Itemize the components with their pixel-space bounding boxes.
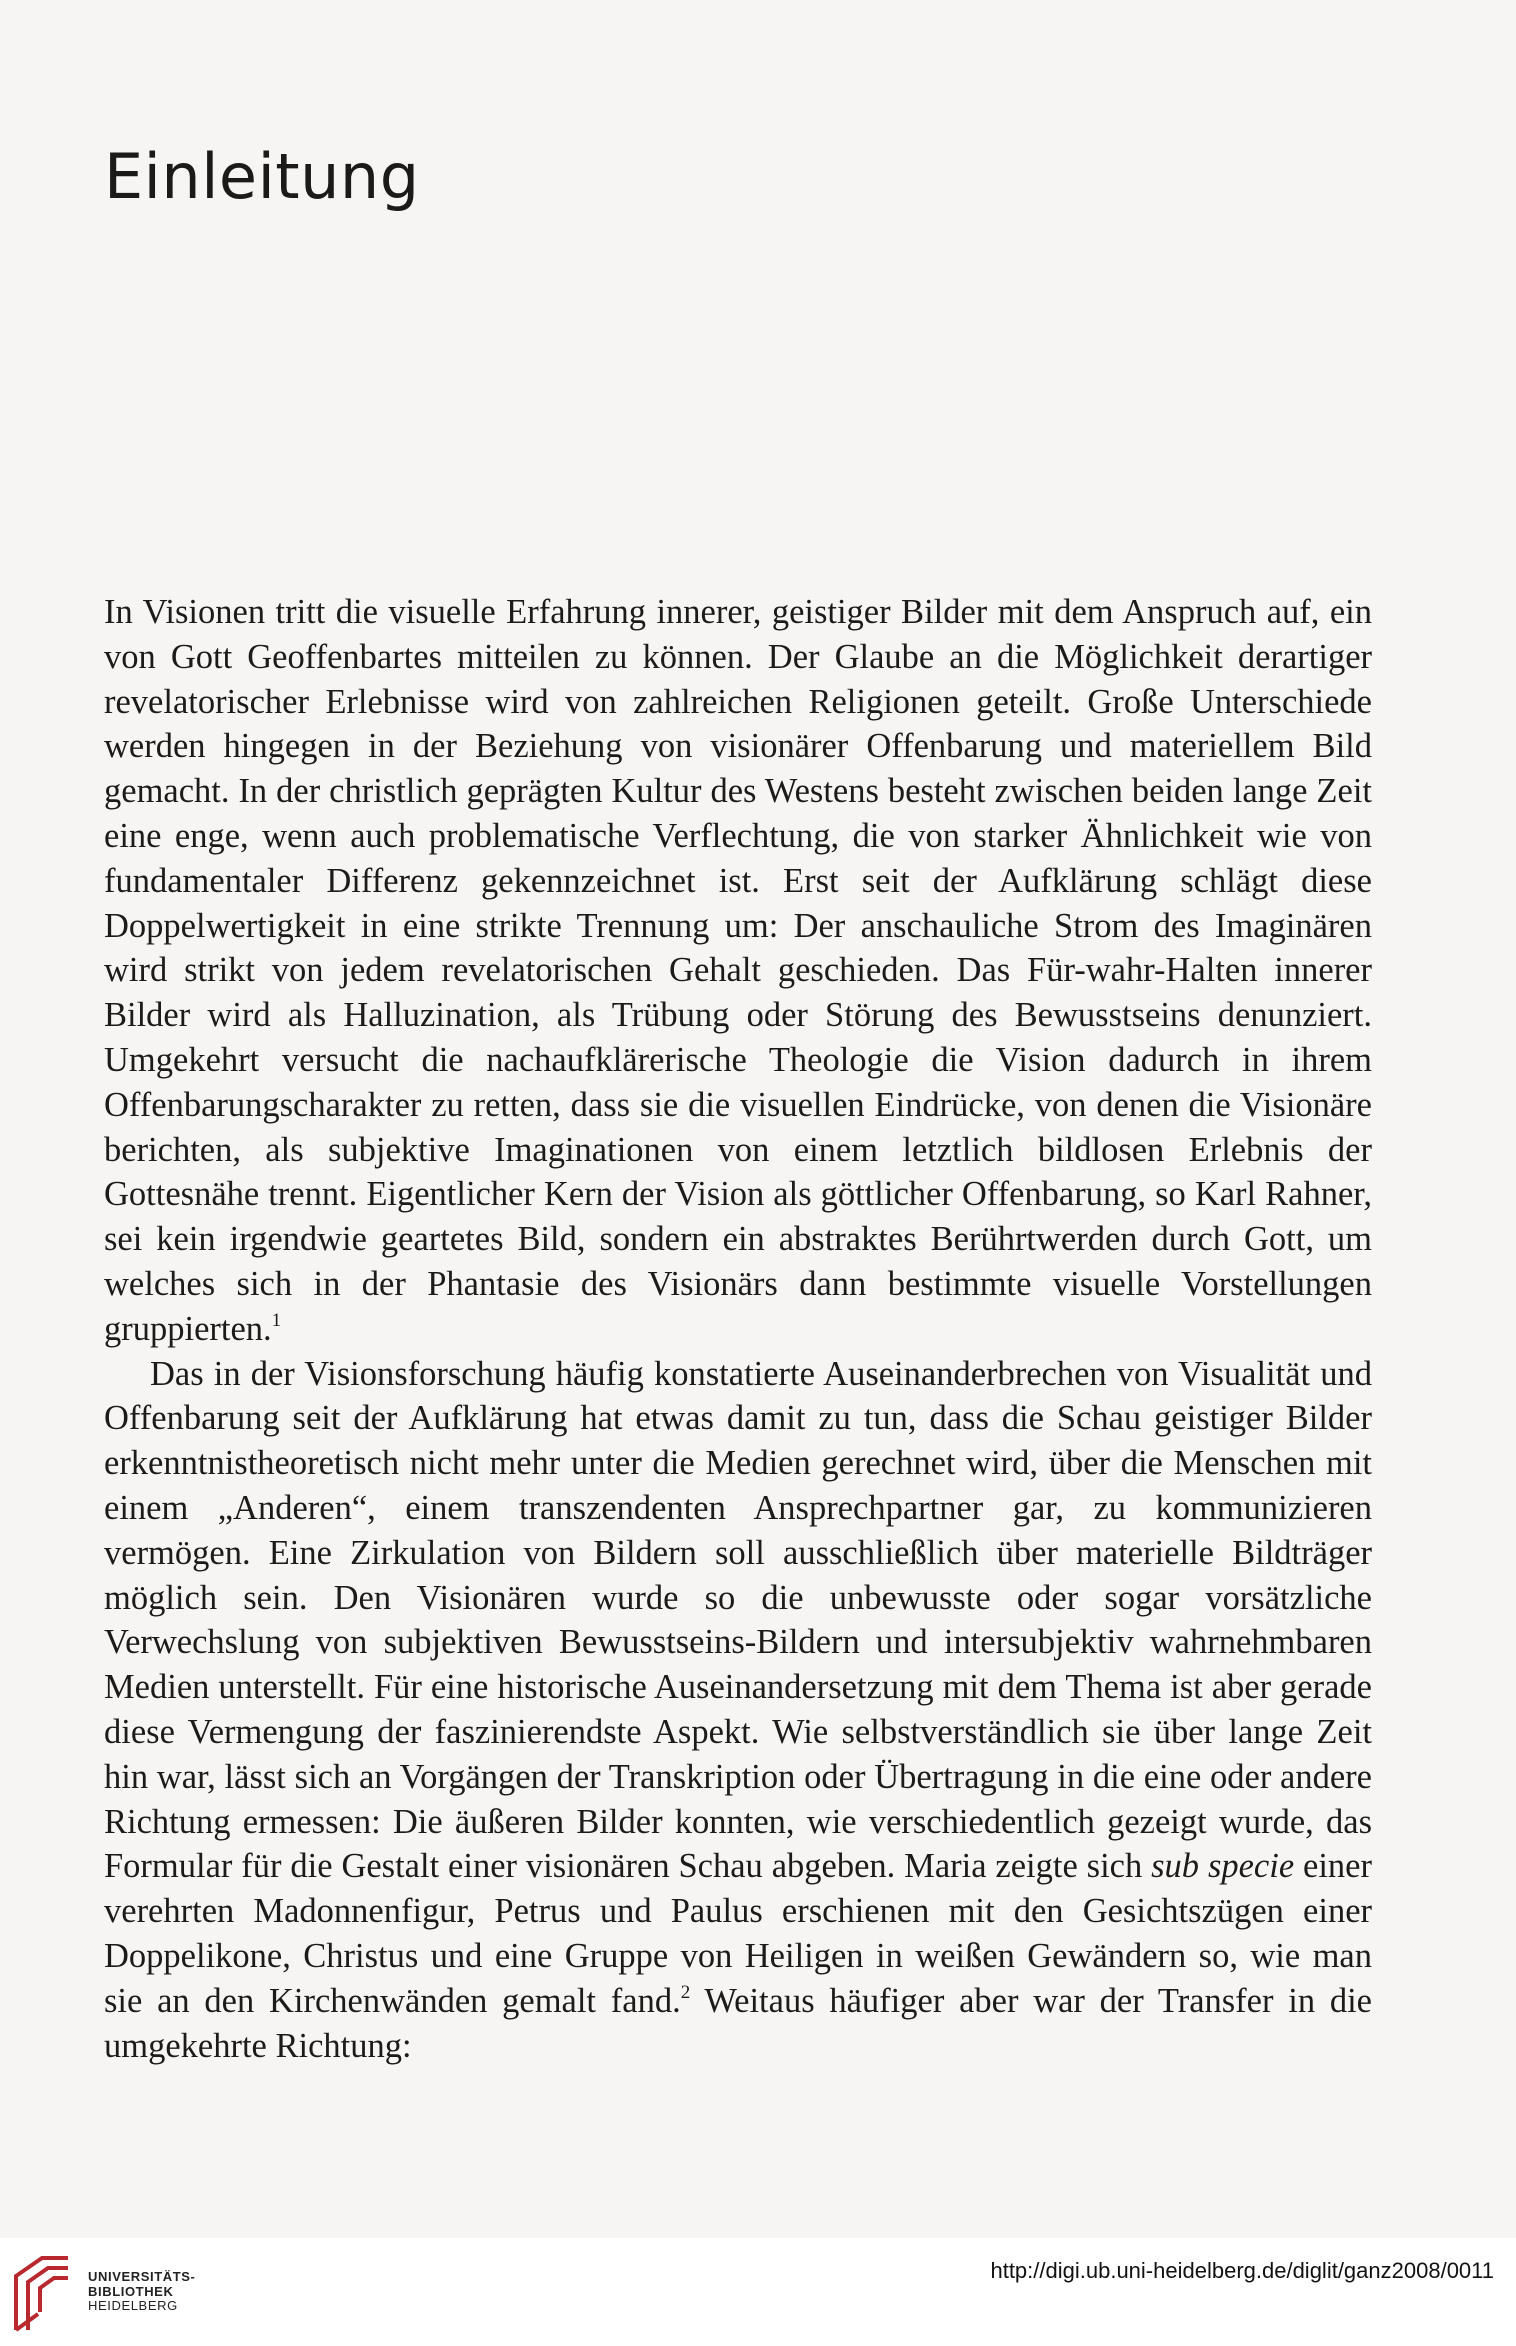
paragraph-2-text-b: einer verehrten Madonnenfigur, Petrus und Paulus erschienen mit den Gesichtszügen einer Doppelikone, Christus und eine Gruppe von Heiligen in weißen Gewändern so, wie man sie an den Kirchenwänden gemalt fand. <box>104 1847 1372 2020</box>
footnote-ref-1[interactable]: 1 <box>271 1309 282 1331</box>
paragraph-1-text: In Visionen tritt die visuelle Erfahrung innerer, geistiger Bilder mit dem Anspruch auf, ein von Gott Geoffenbartes mitteilen zu können. Der Glaube an die Möglichkeit derartiger revelatorischer Erlebnisse wird von zahlreichen Religionen geteilt. Große Unterschiede werden hingegen in der Beziehung von visionärer Offenbarung und materiellem Bild gemacht. In der christlich geprägten Kultur des Westens besteht zwischen beiden lange Zeit eine enge, wenn auch problematische Verflechtung, die von starker Ähnlichkeit wie von fundamentaler Differenz gekennzeichnet ist. Erst seit der Aufklärung schlägt diese Doppelwertigkeit in eine strikte Trennung um: Der anschauliche Strom des Imaginären wird strikt von jedem revelatorischen Gehalt geschieden. Das Für-wahr-Halten innerer Bilder wird als Halluzination, als Trübung oder Störung des Bewusstseins denunziert. Umgekehrt versucht die nachaufklärerische Theologie die Vision dadurch in ihrem Offenbarungscharakter zu retten, dass sie die visuellen Eindrücke, von denen die Visionäre berichten, als subjektive Imaginationen von einem letztlich bildlosen Erlebnis der Gottesnähe trennt. Eigentlicher Kern der Vision als göttlicher Offenbarung, so Karl Rahner, sei kein irgendwie geartetes Bild, sondern ein abstraktes Berührtwerden durch Gott, um welches sich in der Phantasie des Visionärs dann bestimmte visuelle Vorstellungen gruppierten. <box>104 593 1372 1348</box>
body-text <box>104 590 1372 2068</box>
permalink-url[interactable]: http://digi.ub.uni-heidelberg.de/diglit/ganz2008/0011 <box>990 2258 1494 2283</box>
footnote-ref-2[interactable]: 2 <box>680 1981 691 2003</box>
chapter-title: Einleitung <box>104 140 420 213</box>
library-name-line-1: UNIVERSITÄTS- <box>88 2269 196 2284</box>
digital-library-footer <box>0 2238 1516 2346</box>
library-name-line-2: BIBLIOTHEK <box>88 2283 174 2299</box>
latin-phrase: sub specie <box>1151 1847 1295 1886</box>
library-name-line-3: HEIDELBERG <box>88 2298 178 2313</box>
paragraph-2-text-a: Das in der Visionsforschung häufig konstatierte Auseinanderbrechen von Visualität und Offenbarung seit der Aufklärung hat etwas damit zu tun, dass die Schau geistiger Bilder erkenntnistheoretisch nicht mehr unter die Medien gerechnet wird, über die Menschen mit einem „Anderen“, einem transzendenten Ansprechpartner gar, zu kommunizieren vermögen. Eine Zirkulation von Bildern soll ausschließlich über materielle Bildträger möglich sein. Den Visionären wurde so die unbewusste oder sogar vorsätzliche Verwechslung von subjektiven Bewusstseins-Bildern und intersubjektiv wahrnehmbaren Medien unterstellt. Für eine historische Auseinandersetzung mit dem Thema ist aber gerade diese Vermengung der faszinierendste Aspekt. Wie selbstverständlich sie über lange Zeit hin war, lässt sich an Vorgängen der Transkription oder Übertragung in die eine oder andere Richtung ermessen: Die äußeren Bilder konnten, wie verschiedentlich gezeigt wurde, das Formular für die Gestalt einer visionären Schau abgeben. Maria zeigte sich <box>104 1354 1372 1886</box>
paragraph-2 <box>104 1352 1372 2069</box>
library-name <box>88 2270 195 2314</box>
paragraph-1 <box>104 590 1372 1352</box>
paragraph-2-text-c: Weitaus häufiger aber war der Transfer in die umgekehrte Richtung: <box>104 1981 1372 2065</box>
library-logo-icon <box>8 2252 78 2336</box>
